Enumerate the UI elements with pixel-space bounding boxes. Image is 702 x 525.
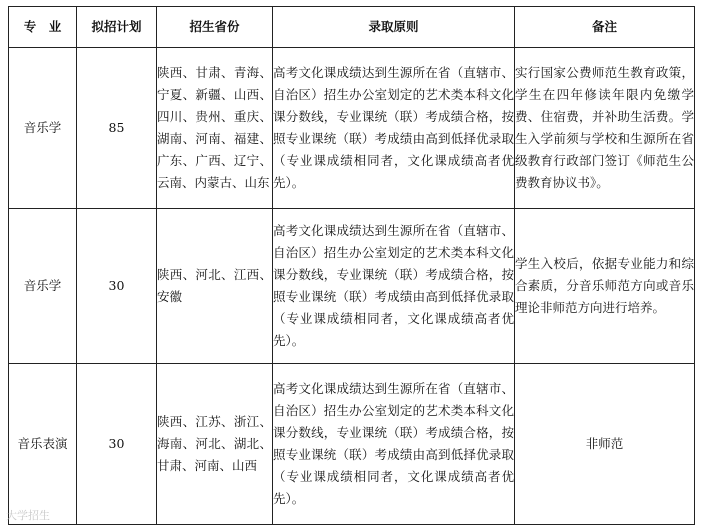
quota-cell: 30 bbox=[77, 209, 157, 364]
notes-cell: 学生入校后，依据专业能力和综合素质，分音乐师范方向或音乐理论非师范方向进行培养。 bbox=[515, 209, 695, 364]
principle-cell: 高考文化课成绩达到生源所在省（直辖市、自治区）招生办公室划定的艺术类本科文化课分数线，专业课统（联）考成绩合格，按照专业课统（联）考成绩由高到低择优录取（专业课成绩相同者，文化课成绩高者优先）。 bbox=[273, 209, 515, 364]
header-provinces: 招生省份 bbox=[157, 7, 273, 48]
header-quota: 拟招计划 bbox=[77, 7, 157, 48]
header-row bbox=[9, 7, 695, 48]
notes-cell: 非师范 bbox=[515, 364, 695, 525]
principle-cell: 高考文化课成绩达到生源所在省（直辖市、自治区）招生办公室划定的艺术类本科文化课分数线，专业课统（联）考成绩合格，按照专业课统（联）考成绩由高到低择优录取（专业课成绩相同者，文化课成绩高者优先）。 bbox=[273, 48, 515, 209]
table-row bbox=[9, 364, 695, 525]
provinces-cell: 陕西、甘肃、青海、宁夏、新疆、山西、四川、贵州、重庆、湖南、河南、福建、广东、广西、辽宁、云南、内蒙古、山东 bbox=[157, 48, 273, 209]
header-notes: 备注 bbox=[515, 7, 695, 48]
major-cell: 音乐学 bbox=[9, 209, 77, 364]
provinces-cell: 陕西、江苏、浙江、海南、河北、湖北、甘肃、河南、山西 bbox=[157, 364, 273, 525]
table-row bbox=[9, 209, 695, 364]
header-principle: 录取原则 bbox=[273, 7, 515, 48]
principle-cell: 高考文化课成绩达到生源所在省（直辖市、自治区）招生办公室划定的艺术类本科文化课分数线，专业课统（联）考成绩合格，按照专业课统（联）考成绩由高到低择优录取（专业课成绩相同者，文化课成绩高者优先）。 bbox=[273, 364, 515, 525]
table-row bbox=[9, 48, 695, 209]
notes-cell: 实行国家公费师范生教育政策，学生在四年修读年限内免缴学费、住宿费，并补助生活费。学生入学前须与学校和生源所在省级教育行政部门签订《师范生公费教育协议书》。 bbox=[515, 48, 695, 209]
header-major: 专 业 bbox=[9, 7, 77, 48]
provinces-cell: 陕西、河北、江西、安徽 bbox=[157, 209, 273, 364]
admissions-table bbox=[8, 6, 695, 525]
watermark: 大学招生 bbox=[6, 509, 50, 522]
major-cell: 音乐表演 bbox=[9, 364, 77, 525]
quota-cell: 30 bbox=[77, 364, 157, 525]
major-cell: 音乐学 bbox=[9, 48, 77, 209]
quota-cell: 85 bbox=[77, 48, 157, 209]
